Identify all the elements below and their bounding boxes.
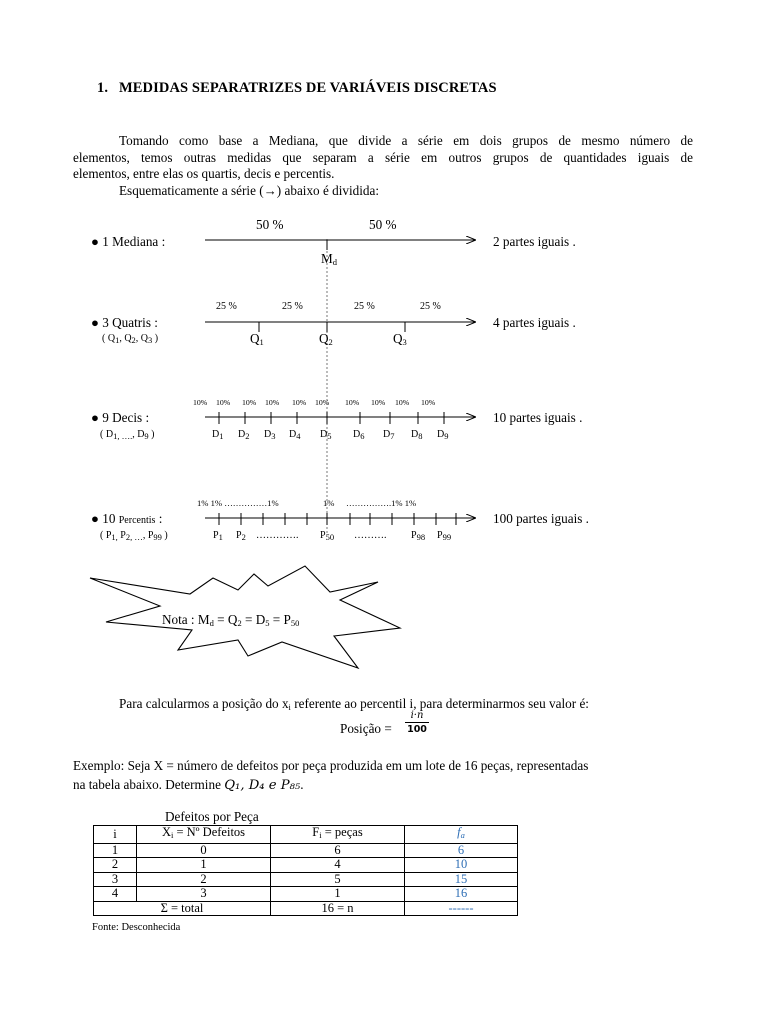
percentil-mark-1: $P_1$: [213, 530, 223, 542]
quartil-pct-2: 25 %: [282, 301, 303, 312]
percentil-mark-98: $P_{98}$: [411, 530, 426, 542]
decil-mark-4: $D_4$: [289, 429, 301, 441]
decil-mark-2: $D_2$: [238, 429, 250, 441]
mediana-label: ● 1 Mediana :: [91, 234, 166, 249]
intro-line-3: elementos, entre elas os quartis, decis e percentis.: [73, 166, 335, 181]
cell-xi: 1: [137, 858, 271, 873]
decil-mark-7: $D_7$: [383, 429, 395, 441]
percentis-ticks: [219, 513, 456, 525]
decis-sublabel: ( $D_{1, \dots.}$, $D_9$ ): [100, 429, 155, 441]
schematic-line: Esquematicamente a série (→) abaixo é dividida:: [119, 183, 379, 198]
percentis-top-left: 1% 1% ……………1%: [197, 498, 279, 508]
position-label: Posição =: [340, 721, 392, 736]
percentis-result: 100 partes iguais .: [493, 511, 589, 526]
table-row: [94, 843, 518, 858]
cell-i: 3: [94, 872, 137, 887]
decil-mark-3: $D_3$: [264, 429, 276, 441]
percentil-mark-2: $P_2$: [236, 530, 246, 542]
cell-fa: 16: [405, 887, 518, 902]
quartis-sublabel: ( $Q_1$, $Q_2$, $Q_3$ ): [102, 333, 159, 345]
section-title: MEDIDAS SEPARATRIZES DE VARIÁVEIS DISCRETAS: [119, 80, 497, 96]
decil-pct-2: 10%: [216, 398, 231, 407]
position-numerator: i·n: [405, 710, 429, 723]
example-line-2: na tabela abaixo. Determine Q₁, D₄ e P₈₅.: [73, 777, 304, 793]
decil-pct-7: 10%: [345, 398, 360, 407]
cell-fi: 4: [271, 858, 405, 873]
intro-line-1: Tomando como base a Mediana, que divide a série em dois grupos de mesmo número de: [119, 133, 693, 148]
mediana-pct-left: 50 %: [256, 217, 284, 232]
percentil-mark-99: $P_{99}$: [437, 530, 452, 542]
decis-ticks: [219, 412, 444, 424]
cell-fa: 10: [405, 858, 518, 873]
table-source: Fonte: Desconhecida: [92, 922, 181, 933]
decil-mark-6: $D_6$: [353, 429, 365, 441]
cell-fi: 1: [271, 887, 405, 902]
position-fraction: [405, 710, 429, 736]
intro-line-2: elementos, temos outras medidas que separam a série em outros grupos de quantidades iguais de: [73, 149, 693, 165]
position-denominator: 100: [407, 724, 427, 735]
cell-total-fa: ------: [405, 901, 518, 916]
percentis-top-mid: 1%: [323, 498, 335, 508]
cell-total-n: 16 = n: [271, 901, 405, 916]
decil-pct-8: 10%: [371, 398, 386, 407]
quartil-pct-4: 25 %: [420, 301, 441, 312]
decil-pct-5: 10%: [292, 398, 307, 407]
percentis-dots-left: ………….: [256, 530, 299, 541]
header-i: i: [94, 826, 137, 844]
table-row: [94, 887, 518, 902]
decis-result: 10 partes iguais .: [493, 410, 583, 425]
decil-pct-6: 10%: [315, 398, 330, 407]
cell-fa: 15: [405, 872, 518, 887]
quartil-mark-2: $Q_2$: [319, 331, 333, 347]
example-line-1: Exemplo: Seja X = número de defeitos por peça produzida em um lote de 16 peças, representadas: [73, 758, 589, 773]
percentis-dots-right: ……….: [354, 530, 387, 541]
mediana-pct-right: 50 %: [369, 217, 397, 232]
cell-i: 2: [94, 858, 137, 873]
quartis-result: 4 partes iguais .: [493, 315, 576, 330]
decil-mark-8: $D_8$: [411, 429, 423, 441]
position-sentence: Para calcularmos a posição do $x_i$ referente ao percentil i, para determinarmos seu valor é:: [119, 696, 589, 712]
decil-pct-10: 10%: [421, 398, 436, 407]
cell-fi: 5: [271, 872, 405, 887]
header-xi: $X_i$ = Nº Defeitos: [137, 826, 271, 844]
quartis-label: ● 3 Quatris :: [91, 315, 158, 330]
cell-fa: 6: [405, 843, 518, 858]
cell-fi: 6: [271, 843, 405, 858]
table-caption: Defeitos por Peça: [165, 809, 259, 824]
percentis-top-right: …………….1% 1%: [346, 498, 417, 508]
cell-i: 1: [94, 843, 137, 858]
header-fa: $f_a$: [405, 826, 518, 844]
quartil-pct-3: 25 %: [354, 301, 375, 312]
decil-pct-3: 10%: [242, 398, 257, 407]
quartil-mark-3: $Q_3$: [393, 331, 407, 347]
header-fi: $F_i$ = peças: [271, 826, 405, 844]
cell-xi: 2: [137, 872, 271, 887]
quartil-mark-1: $Q_1$: [250, 331, 264, 347]
percentis-sublabel: ( $P_{1,}$ $P_{2, \dots}$, $P_{99}$ ): [100, 530, 168, 542]
table-header-row: [94, 826, 518, 844]
decis-label: ● 9 Decis :: [91, 410, 150, 425]
table-total-row: [94, 901, 518, 916]
decil-mark-5: $D_5$: [320, 429, 332, 441]
cell-xi: 0: [137, 843, 271, 858]
cell-i: 4: [94, 887, 137, 902]
cell-total-label: Σ = total: [94, 901, 271, 916]
decil-pct-4: 10%: [265, 398, 280, 407]
percentil-mark-50: $P_{50}$: [320, 530, 335, 542]
table-row: [94, 858, 518, 873]
nota-text: Nota : $M_d = Q_2 = D_5 = P_{50}$: [162, 612, 300, 628]
percentis-label: ● 10 Percentis :: [91, 511, 163, 526]
decil-pct-9: 10%: [395, 398, 410, 407]
cell-xi: 3: [137, 887, 271, 902]
decil-pct-1: 10%: [193, 398, 208, 407]
section-number: 1.: [97, 80, 109, 96]
decil-mark-1: $D_1$: [212, 429, 224, 441]
frequency-table: [93, 825, 518, 916]
mediana-result: 2 partes iguais .: [493, 234, 576, 249]
quartil-pct-1: 25 %: [216, 301, 237, 312]
table-row: [94, 872, 518, 887]
mediana-mark: $M_d$: [321, 251, 337, 267]
decil-mark-9: $D_9$: [437, 429, 449, 441]
